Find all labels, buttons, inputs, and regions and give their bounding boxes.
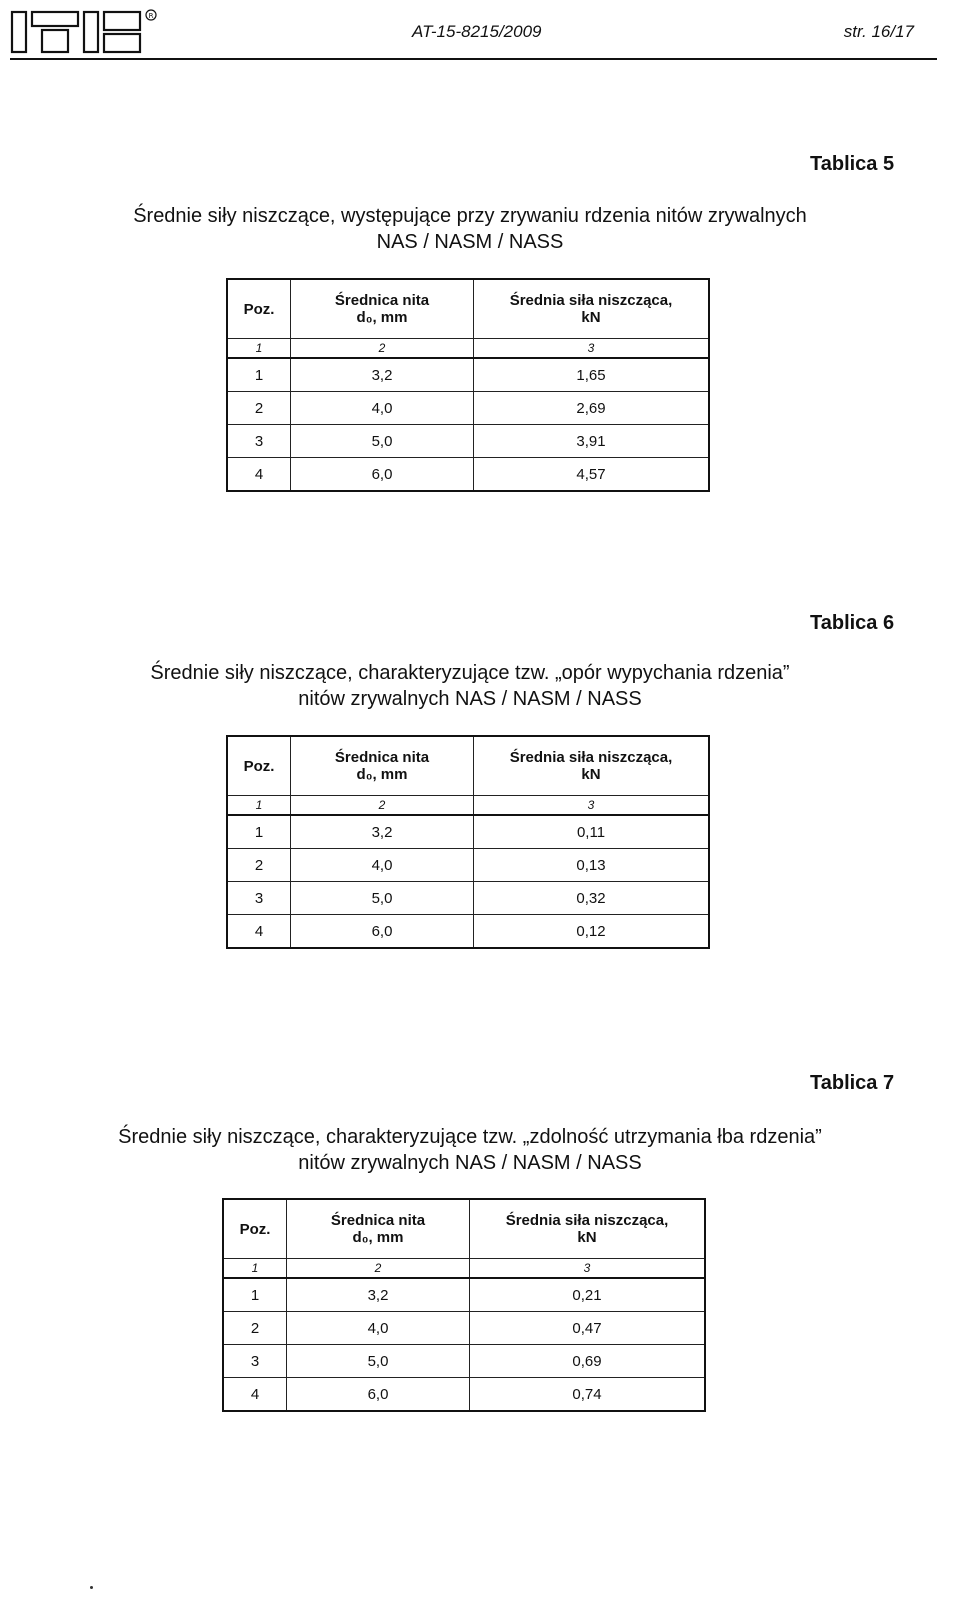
cell-diameter: 4,0 <box>291 392 474 425</box>
cell-force: 0,74 <box>470 1378 706 1412</box>
cell-force: 2,69 <box>474 392 710 425</box>
cell-force: 1,65 <box>474 358 710 392</box>
table-row <box>227 392 709 425</box>
svg-text:R: R <box>148 12 154 20</box>
cell-poz: 3 <box>227 882 291 915</box>
col-force-title: Średnia siła niszcząca, <box>509 749 673 766</box>
scan-speck <box>90 1586 93 1589</box>
table-6-caption-line1: Średnie siły niszczące, charakteryzujące tzw. „opór wypychania rdzenia” <box>150 662 790 684</box>
cell-poz: 4 <box>227 458 291 492</box>
header-divider <box>10 58 937 60</box>
table-row <box>223 1312 705 1345</box>
column-number-row <box>227 796 709 816</box>
col-force-header <box>470 1199 706 1259</box>
col-number-3: 3 <box>474 796 710 816</box>
table-row <box>227 358 709 392</box>
col-diameter-title: Średnica nita <box>330 1212 426 1229</box>
table-header-row <box>227 279 709 339</box>
table-6-caption-line2: nitów zrywalnych NAS / NASM / NASS <box>298 688 642 710</box>
col-number-2: 2 <box>291 339 474 359</box>
col-force-unit: kN <box>577 1229 597 1246</box>
table-7 <box>222 1198 706 1412</box>
col-force-unit: kN <box>581 766 601 783</box>
table-7-label: Tablica 7 <box>810 1072 895 1094</box>
col-diameter-title: Średnica nita <box>334 749 430 766</box>
cell-diameter: 5,0 <box>287 1345 470 1378</box>
cell-poz: 3 <box>223 1345 287 1378</box>
cell-poz: 4 <box>223 1378 287 1412</box>
table-5-caption-line1: Średnie siły niszczące, występujące przy zrywaniu rdzenia nitów zrywalnych <box>133 205 807 227</box>
table-header-row <box>227 736 709 796</box>
col-number-1: 1 <box>223 1259 287 1279</box>
cell-poz: 1 <box>227 815 291 849</box>
cell-diameter: 3,2 <box>291 815 474 849</box>
cell-poz: 2 <box>227 392 291 425</box>
col-number-1: 1 <box>227 796 291 816</box>
document-code: AT-15-8215/2009 <box>412 22 542 41</box>
col-force-unit: kN <box>581 309 601 326</box>
cell-force: 0,11 <box>474 815 710 849</box>
table-row <box>227 915 709 949</box>
column-number-row <box>227 339 709 359</box>
column-number-row <box>223 1259 705 1279</box>
col-number-1: 1 <box>227 339 291 359</box>
table-5-label: Tablica 5 <box>810 153 895 175</box>
table-row <box>223 1378 705 1412</box>
table-5 <box>226 278 710 492</box>
cell-poz: 2 <box>223 1312 287 1345</box>
cell-force: 4,57 <box>474 458 710 492</box>
cell-poz: 1 <box>223 1278 287 1312</box>
col-diameter-unit: d₀, mm <box>356 309 408 326</box>
page-header <box>10 8 930 60</box>
page-number: str. 16/17 <box>843 22 914 41</box>
cell-force: 0,12 <box>474 915 710 949</box>
cell-poz: 2 <box>227 849 291 882</box>
col-poz-header: Poz. <box>227 279 291 339</box>
cell-poz: 4 <box>227 915 291 949</box>
col-number-3: 3 <box>474 339 710 359</box>
col-poz-header: Poz. <box>223 1199 287 1259</box>
cell-force: 3,91 <box>474 425 710 458</box>
cell-force: 0,32 <box>474 882 710 915</box>
cell-force: 0,13 <box>474 849 710 882</box>
col-diameter-header <box>291 736 474 796</box>
cell-diameter: 6,0 <box>287 1378 470 1412</box>
col-poz-header: Poz. <box>227 736 291 796</box>
col-diameter-header <box>291 279 474 339</box>
cell-diameter: 3,2 <box>291 358 474 392</box>
cell-diameter: 4,0 <box>287 1312 470 1345</box>
table-5-caption-line2: NAS / NASM / NASS <box>376 231 564 253</box>
cell-diameter: 3,2 <box>287 1278 470 1312</box>
col-force-title: Średnia siła niszcząca, <box>505 1212 669 1229</box>
col-force-header <box>474 736 710 796</box>
col-force-title: Średnia siła niszcząca, <box>509 292 673 309</box>
table-5-caption <box>60 203 880 255</box>
col-number-2: 2 <box>291 796 474 816</box>
table-row <box>227 849 709 882</box>
col-force-header <box>474 279 710 339</box>
col-diameter-unit: d₀, mm <box>356 766 408 783</box>
table-row <box>227 815 709 849</box>
col-number-3: 3 <box>470 1259 706 1279</box>
table-row <box>227 425 709 458</box>
cell-force: 0,21 <box>470 1278 706 1312</box>
cell-diameter: 5,0 <box>291 425 474 458</box>
cell-diameter: 5,0 <box>291 882 474 915</box>
col-diameter-unit: d₀, mm <box>352 1229 404 1246</box>
col-diameter-header <box>287 1199 470 1259</box>
table-6-label: Tablica 6 <box>810 612 895 634</box>
table-row <box>223 1345 705 1378</box>
cell-force: 0,69 <box>470 1345 706 1378</box>
cell-poz: 1 <box>227 358 291 392</box>
cell-diameter: 4,0 <box>291 849 474 882</box>
cell-force: 0,47 <box>470 1312 706 1345</box>
table-row <box>223 1278 705 1312</box>
itb-logo <box>10 8 160 54</box>
col-diameter-title: Średnica nita <box>334 292 430 309</box>
table-6-caption <box>60 660 880 712</box>
table-row <box>227 458 709 492</box>
cell-poz: 3 <box>227 425 291 458</box>
cell-diameter: 6,0 <box>291 915 474 949</box>
cell-diameter: 6,0 <box>291 458 474 492</box>
table-7-caption-line2: nitów zrywalnych NAS / NASM / NASS <box>298 1152 642 1174</box>
table-7-caption-line1: Średnie siły niszczące, charakteryzujące tzw. „zdolność utrzymania łba rdzenia” <box>118 1126 822 1148</box>
table-7-caption <box>60 1124 880 1176</box>
table-header-row <box>223 1199 705 1259</box>
col-number-2: 2 <box>287 1259 470 1279</box>
table-row <box>227 882 709 915</box>
table-6 <box>226 735 710 949</box>
